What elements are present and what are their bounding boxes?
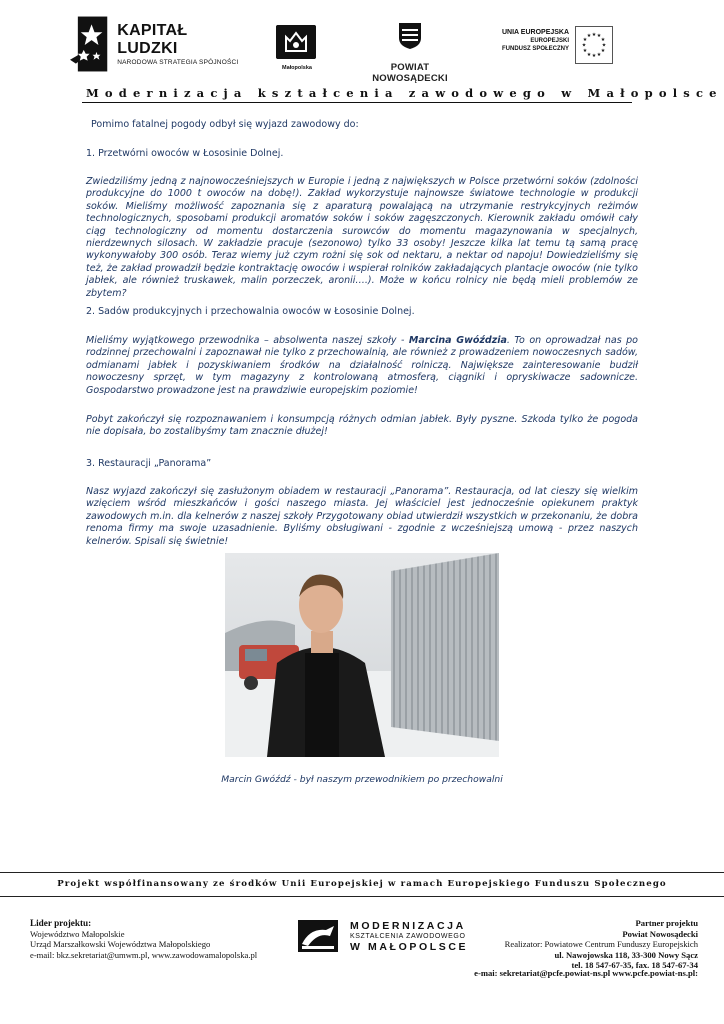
section-heading-3: 3. Restauracji „Panorama” bbox=[86, 458, 212, 469]
svg-text:★: ★ bbox=[596, 52, 602, 58]
footer-divider-bottom bbox=[0, 896, 724, 897]
svg-text:★: ★ bbox=[591, 32, 597, 38]
svg-text:★: ★ bbox=[591, 53, 597, 59]
project-leader-block bbox=[30, 918, 290, 960]
paragraph-1: Zwiedziliśmy jedną z najnowocześniejszych w Europie i jedną z największych w Polsce przetwórni soków (zdolności produkcyjne do 1000 t owoców na dobę!). Zakład wykorzystuje najnowsze światowe technologie w produkcji soków. Mieliśmy możliwość zapoznania się z aparaturą powalającą na utrzymanie restrykcyjnych reżimów technologicznych, sposobami produkcji aromatów soków i soków zagęszczonych. Kierownik zakładu omówił cały ciąg technologiczny od momentu dostarczenia surowców do momentu magazynowania w specjalnych, nierdzewnych silosach. W zakładzie pracuje (sezonowo) tylko 33 osoby! Jeszcze kilka lat temu tą samą pracę wykonywałoby 300 osób. Teraz wiemy już czym rożni się sok od nektaru, a nektar od napoju! Dowiedzieliśmy się też, że zakład prowadził będzie kontraktację owoców i wspierał rolników zakładających plantacje owoców (nie tylko jabłek, ale również truskawek, malin porzeczek, aronii….). Może w końcu rolnicy nie będą mieli problemów ze zbytem? bbox=[86, 176, 638, 299]
funding-note: Projekt współfinansowany ze środków Unii Europejskiej w ramach Europejskiego Funduszu Społecznego bbox=[57, 879, 667, 889]
ue-efs-logo bbox=[502, 26, 632, 66]
svg-text:★: ★ bbox=[582, 48, 588, 54]
leader-line-2: Urząd Marszałkowski Województwa Małopolskiego bbox=[30, 939, 211, 950]
svg-text:★: ★ bbox=[582, 37, 588, 43]
leader-line-1: Województwo Małopolskie bbox=[30, 928, 125, 939]
svg-text:★: ★ bbox=[596, 33, 602, 39]
ue-line-2: EUROPEJSKI bbox=[530, 38, 570, 44]
project-title: Modernizacja kształcenia zawodowego w Małopolsce bbox=[86, 86, 723, 100]
modernizacja-line-2: KSZTAŁCENIA ZAWODOWEGO bbox=[350, 932, 466, 940]
photo-caption: Marcin Gwóźdź - był naszym przewodnikiem po przechowalni bbox=[221, 774, 503, 785]
svg-text:★: ★ bbox=[586, 52, 592, 58]
partner-heading: Partner projektu bbox=[635, 918, 698, 928]
paragraph-2 bbox=[86, 335, 638, 397]
section-heading-1: 1. Przetwórni owoców w Łososinie Dolnej. bbox=[86, 148, 284, 159]
svg-text:★: ★ bbox=[601, 42, 607, 49]
leader-line-3: e-mail: bkz.sekretariat@umwm.pl, www.zawodowamalopolska.pl bbox=[30, 949, 258, 960]
ue-line-3: FUNDUSZ SPOŁECZNY bbox=[502, 46, 570, 52]
partner-line-1: Powiat Nowosądecki bbox=[622, 928, 698, 939]
modernizacja-line-1: MODERNIZACJA bbox=[350, 919, 466, 932]
footer-divider-top bbox=[0, 872, 724, 873]
header-divider bbox=[82, 102, 632, 103]
guide-photo bbox=[225, 553, 499, 757]
guide-photo-image bbox=[225, 553, 499, 757]
paragraph-2-part-b: . To on oprowadzał nas po rodzinnej przechowalni i zapoznawał nie tylko z przechowalnią, ale również z prowadzeniem nowoczesnych sadów, odmianami jabłek i pozyskiwaniem środków na działalność rolniczą. Największe zainteresowanie budził nowoczesny sprzęt, w tym magazyny z kontrolowaną atmosferą, ciągniki i opryskiwacze sadownicze. Gospodarstwo prowadzone jest na prawdziwie europejskim poziomie! bbox=[86, 335, 638, 396]
partner-email: e-mai: sekretariat@pcfe.powiat-ns.pl www.pcfe.powiat-ns.pl: bbox=[474, 968, 698, 978]
paragraph-2-part-a: Mieliśmy wyjątkowego przewodnika – absolwenta naszej szkoły - bbox=[86, 335, 409, 346]
paragraph-4: Nasz wyjazd zakończył się zasłużonym obiadem w restauracji „Panorama”. Restauracja, od lat cieszy się wielkim wzięciem wśród mieszkańców i gości naszego miasta. Jej właściciel jest jednocześnie opiekunem praktyk zawodowych m.in. dla kelnerów z naszej szkoły Przygotowany obiad utwierdził wszystkich w przekonaniu, że dobra renoma firmy ma swoje uzasadnienie. Byliśmy obsługiwani - zgodnie z wcześniejszą umową - przez naszych kelnerów. Spisali się świetnie! bbox=[86, 486, 638, 547]
malopolska-logo bbox=[276, 25, 318, 69]
kapital-ludzki-subtitle: NARODOWA STRATEGIA SPÓJNOŚCI bbox=[117, 59, 239, 66]
ue-line-1: UNIA EUROPEJSKA bbox=[502, 29, 570, 36]
intro-text: Pomimo fatalnej pogody odbył się wyjazd zawodowy do: bbox=[91, 119, 359, 130]
project-partner-block bbox=[436, 918, 698, 971]
leader-heading: Lider projektu: bbox=[30, 918, 92, 928]
malopolska-emblem-icon bbox=[276, 25, 316, 59]
powiat-label: POWIAT NOWOSĄDECKI bbox=[372, 62, 448, 84]
powiat-nowosadecki-logo bbox=[358, 22, 462, 84]
guide-name: Marcina Gwóździa bbox=[408, 335, 507, 346]
partner-line-3: ul. Nawojowska 118, 33-300 Nowy Sącz bbox=[554, 949, 698, 960]
partner-line-2: Realizator: Powiatowe Centrum Funduszy Europejskich bbox=[504, 939, 698, 950]
modernizacja-emblem-icon bbox=[296, 918, 340, 954]
svg-text:★: ★ bbox=[600, 37, 606, 43]
partner-line-4: tel. 18 547-67-35, fax. 18 547-67-34 bbox=[571, 960, 698, 971]
svg-text:★: ★ bbox=[581, 42, 587, 49]
kapital-ludzki-logo bbox=[70, 14, 250, 74]
kapital-ludzki-title: KAPITAŁ LUDZKI bbox=[117, 22, 188, 57]
svg-text:★: ★ bbox=[586, 33, 592, 39]
svg-text:★: ★ bbox=[600, 48, 606, 54]
modernizacja-line-3: W MAŁOPOLSCE bbox=[350, 940, 469, 953]
section-heading-2: 2. Sadów produkcyjnych i przechowalnia owoców w Łososinie Dolnej. bbox=[86, 306, 415, 317]
eu-flag-icon bbox=[575, 26, 613, 64]
paragraph-3: Pobyt zakończył się rozpoznawaniem i konsumpcją różnych odmian jabłek. Były pyszne. Szkoda tylko że pogoda nie dopisała, bo zostalibyśmy tam znacznie dłużej! bbox=[86, 414, 638, 438]
kapital-ludzki-emblem-icon bbox=[70, 16, 109, 72]
powiat-shield-icon bbox=[398, 22, 422, 50]
malopolska-label: Małopolska bbox=[282, 65, 312, 71]
